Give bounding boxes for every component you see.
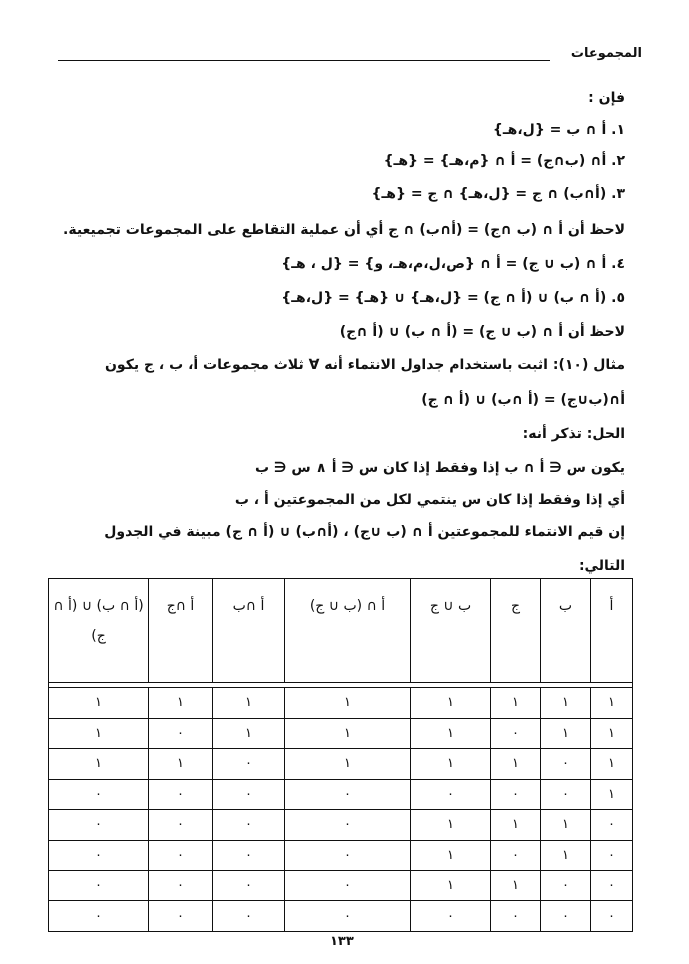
table-cell: ١ <box>411 749 491 779</box>
table-cell: ٠ <box>541 870 591 900</box>
column-header: أ <box>591 579 633 683</box>
text-line: لاحظ أن أ ∩ (ب ∪ ج) = (أ ∩ ب) ∪ (أ ∩ج) <box>339 324 625 340</box>
table-cell: ٠ <box>541 779 591 809</box>
table-cell: ٠ <box>591 810 633 840</box>
text-line: إن قيم الانتماء للمجموعتين أ ∩ (ب ∪ج) ، (أ∩ب) ∪ (أ ∩ ج) مبينة في الجدول <box>104 524 625 540</box>
text-line: فإن : <box>588 90 625 106</box>
table-cell: ٠ <box>213 901 285 932</box>
table-cell: ١ <box>49 749 149 779</box>
text-line: ٥. (أ ∩ ب) ∪ (أ ∩ ج) = {ل،هـ} ∪ {هـ} = {ل،هـ} <box>281 290 625 306</box>
table-cell: ٠ <box>411 901 491 932</box>
table-cell: ٠ <box>213 779 285 809</box>
table-cell: ١ <box>285 749 411 779</box>
table-cell: ٠ <box>285 870 411 900</box>
text-line: الحل: تذكر أنه: <box>522 426 625 442</box>
text-line: لاحظ أن أ ∩ (ب ∩ج) = (أ∩ب) ∩ ج أي أن عملية التقاطع على المجموعات تجميعية. <box>63 222 625 238</box>
table-cell: ٠ <box>213 810 285 840</box>
table-cell: ١ <box>49 688 149 718</box>
text-line: أي إذا وفقط إذا كان س ينتمي لكل من المجموعتين أ ، ب <box>234 492 625 508</box>
table-row <box>49 779 633 809</box>
table-header-row <box>49 579 633 683</box>
column-header: ب <box>541 579 591 683</box>
column-header: ج <box>491 579 541 683</box>
table-cell: ٠ <box>285 840 411 870</box>
table-cell: ١ <box>411 870 491 900</box>
table-cell: ١ <box>285 688 411 718</box>
table-cell: ٠ <box>49 810 149 840</box>
table-cell: ١ <box>213 688 285 718</box>
table-cell: ١ <box>285 718 411 748</box>
table-cell: ٠ <box>591 840 633 870</box>
text-line: أ∩(ب∪ج) = (أ ∩ب) ∪ (أ ∩ ج) <box>421 392 625 408</box>
table-cell: ٠ <box>49 901 149 932</box>
table-cell: ٠ <box>285 779 411 809</box>
table-cell: ١ <box>541 718 591 748</box>
page-number: ١٣٣ <box>330 934 354 949</box>
table-cell: ٠ <box>149 810 213 840</box>
table-row <box>49 810 633 840</box>
table-cell: ٠ <box>149 870 213 900</box>
column-header: أ ∩ج <box>149 579 213 683</box>
table-cell: ٠ <box>491 779 541 809</box>
table-row <box>49 688 633 718</box>
column-header: (أ ∩ ب) ∪ (أ ∩ ج) <box>49 579 149 683</box>
table-cell: ٠ <box>591 901 633 932</box>
table-row <box>49 718 633 748</box>
table-cell: ٠ <box>285 810 411 840</box>
table-cell: ١ <box>491 688 541 718</box>
column-header: ب ∪ ج <box>411 579 491 683</box>
text-line: ٣. (أ∩ب) ∩ ج = {ل،هـ} ∩ ج = {هـ} <box>371 186 625 202</box>
table-cell: ٠ <box>49 840 149 870</box>
page-header <box>58 46 642 66</box>
text-line: ١. أ ∩ ب = {ل،هـ} <box>492 122 625 138</box>
table-cell: ٠ <box>411 779 491 809</box>
table-cell: ٠ <box>491 840 541 870</box>
table-row <box>49 840 633 870</box>
table-cell: ١ <box>541 810 591 840</box>
table-cell: ٠ <box>491 718 541 748</box>
table-cell: ١ <box>411 840 491 870</box>
table-row <box>49 870 633 900</box>
header-rule <box>58 60 550 61</box>
table-cell: ٠ <box>285 901 411 932</box>
table-cell: ١ <box>411 810 491 840</box>
table-cell: ١ <box>49 718 149 748</box>
table-cell: ٠ <box>541 901 591 932</box>
table-row <box>49 749 633 779</box>
table-cell: ١ <box>411 688 491 718</box>
table-cell: ١ <box>541 688 591 718</box>
table-cell: ٠ <box>149 840 213 870</box>
table-cell: ٠ <box>213 840 285 870</box>
table-cell: ١ <box>591 749 633 779</box>
table-cell: ١ <box>491 870 541 900</box>
table-cell: ١ <box>213 718 285 748</box>
table-cell: ٠ <box>149 901 213 932</box>
table-cell: ٠ <box>49 870 149 900</box>
table-cell: ١ <box>411 718 491 748</box>
table-cell: ١ <box>591 779 633 809</box>
table-cell: ٠ <box>213 749 285 779</box>
table-cell: ١ <box>591 688 633 718</box>
table-cell: ١ <box>541 840 591 870</box>
table-cell: ١ <box>149 749 213 779</box>
table-cell: ١ <box>591 718 633 748</box>
text-line: التالي: <box>578 558 625 574</box>
chapter-title: المجموعات <box>570 46 642 61</box>
table-cell: ٠ <box>149 718 213 748</box>
column-header: أ ∩ (ب ∪ ج) <box>285 579 411 683</box>
membership-table <box>48 578 633 932</box>
text-line: ٢. أ∩ (ب∩ج) = أ ∩ {م،هـ} = {هـ} <box>383 153 625 169</box>
table-cell: ١ <box>491 810 541 840</box>
table-cell: ٠ <box>49 779 149 809</box>
table-row <box>49 901 633 932</box>
table-cell: ٠ <box>149 779 213 809</box>
table-cell: ١ <box>149 688 213 718</box>
table-cell: ٠ <box>213 870 285 900</box>
table-cell: ٠ <box>591 870 633 900</box>
table-cell: ١ <box>491 749 541 779</box>
table-cell: ٠ <box>541 749 591 779</box>
text-line: مثال (١٠): اثبت باستخدام جداول الانتماء أنه ∀ ثلاث مجموعات أ، ب ، ج يكون <box>104 357 625 373</box>
column-header: أ ∩ب <box>213 579 285 683</box>
text-line: ٤. أ ∩ (ب ∪ ج) = أ ∩ {ص،ل،م،هـ، و} = {ل ، هـ} <box>281 256 625 272</box>
table-cell: ٠ <box>491 901 541 932</box>
text-line: يكون س ∈ أ ∩ ب إذا وفقط إذا كان س ∈ أ ∧ س ∈ ب <box>254 460 625 476</box>
